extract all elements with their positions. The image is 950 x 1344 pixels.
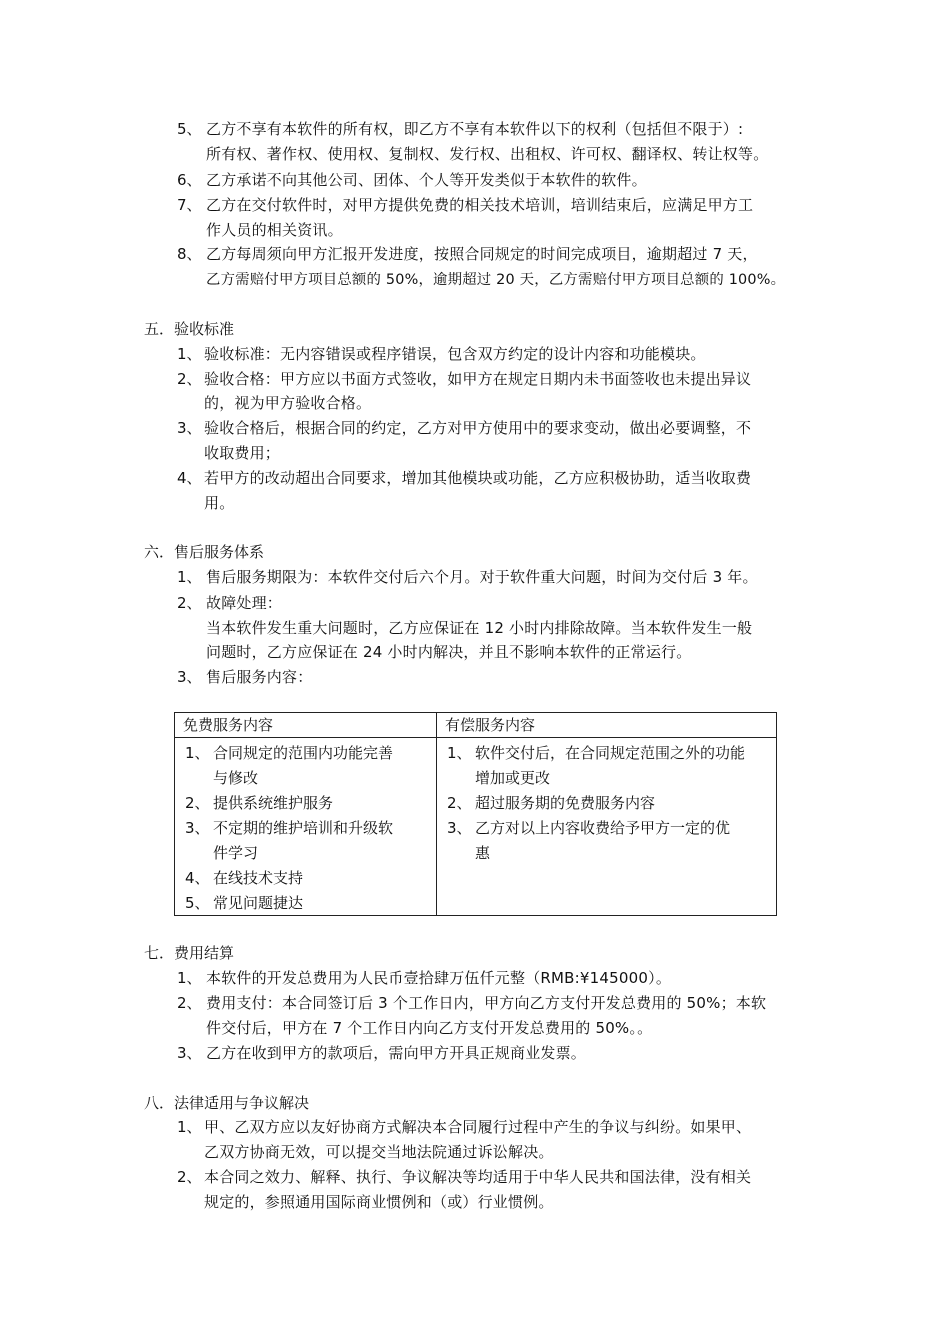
clause-number: 2、 bbox=[177, 1168, 202, 1186]
item-text: 软件交付后，在合同规定范围之外的功能 bbox=[475, 744, 746, 762]
clause-number: 8、 bbox=[177, 245, 202, 263]
paid-service-cell bbox=[437, 738, 777, 916]
item-text: 件学习 bbox=[213, 844, 259, 862]
item-number: 2、 bbox=[185, 794, 210, 812]
item-text: 常见问题捷达 bbox=[213, 894, 304, 912]
item-number: 1、 bbox=[447, 744, 472, 762]
clause-text-line: 乙方需赔付甲方项目总额的 50%，逾期超过 20 天，乙方需赔付甲方项目总额的 100%。 bbox=[206, 272, 786, 288]
free-service-item-cont bbox=[183, 840, 428, 865]
clause-text-line: 若甲方的改动超出合同要求，增加其他模块或功能，乙方应积极协助，适当收取费 bbox=[204, 469, 752, 487]
clause-text-line: 用。 bbox=[204, 494, 235, 512]
clause-text-line: 乙方每周须向甲方汇报开发进度，按照合同规定的时间完成项目，逾期超过 7 天， bbox=[206, 245, 758, 263]
clause-number: 1、 bbox=[177, 1118, 202, 1136]
section-6-heading: 六．售后服务体系 bbox=[144, 543, 265, 561]
clause-text-line: 的，视为甲方验收合格。 bbox=[204, 394, 372, 412]
free-service-header: 免费服务内容 bbox=[175, 713, 437, 738]
free-service-item bbox=[183, 815, 428, 840]
clause-text-line: 验收合格后，根据合同的约定，乙方对甲方使用中的要求变动，做出必要调整，不 bbox=[204, 419, 752, 437]
clause-number: 1、 bbox=[177, 969, 202, 987]
item-number: 1、 bbox=[185, 744, 210, 762]
item-number: 3、 bbox=[185, 819, 210, 837]
clause-number: 1、 bbox=[177, 345, 202, 363]
clause-text-line: 当本软件发生重大问题时，乙方应保证在 12 小时内排除故障。当本软件发生一般 bbox=[206, 619, 753, 637]
item-text: 与修改 bbox=[213, 769, 259, 787]
clause-text-line: 本软件的开发总费用为人民币壹拾肆万伍仟元整（RMB:¥145000）。 bbox=[206, 969, 672, 987]
clause-number: 2、 bbox=[177, 370, 202, 388]
item-text: 在线技术支持 bbox=[213, 869, 304, 887]
paid-service-item-cont bbox=[445, 840, 768, 865]
item-text: 合同规定的范围内功能完善 bbox=[213, 744, 394, 762]
free-service-item bbox=[183, 865, 428, 890]
clause-text-line: 乙方不享有本软件的所有权，即乙方不享有本软件以下的权利（包括但不限于）: bbox=[206, 120, 744, 138]
clause-text-line: 故障处理： bbox=[206, 594, 283, 612]
clause-text-line: 费用支付：本合同签订后 3 个工作日内，甲方向乙方支付开发总费用的 50%；本软 bbox=[206, 994, 767, 1012]
clause-number: 3、 bbox=[177, 419, 202, 437]
clause-number: 2、 bbox=[177, 594, 202, 612]
free-service-item-cont bbox=[183, 765, 428, 790]
clause-number: 2、 bbox=[177, 994, 202, 1012]
item-number: 4、 bbox=[185, 869, 210, 887]
clause-number: 5、 bbox=[177, 120, 202, 138]
item-text: 增加或更改 bbox=[475, 769, 551, 787]
section-7-heading: 七．费用结算 bbox=[144, 944, 235, 962]
free-service-cell bbox=[175, 738, 437, 916]
clause-text-line: 问题时，乙方应保证在 24 小时内解决，并且不影响本软件的正常运行。 bbox=[206, 643, 692, 661]
paid-service-item bbox=[445, 740, 768, 765]
paid-service-item bbox=[445, 790, 768, 815]
item-text: 惠 bbox=[475, 844, 491, 862]
item-text: 不定期的维护培训和升级软 bbox=[213, 819, 394, 837]
clause-number: 3、 bbox=[177, 668, 202, 686]
paid-service-item bbox=[445, 815, 768, 840]
free-service-item bbox=[183, 740, 428, 765]
clause-text-line: 甲、乙双方应以友好协商方式解决本合同履行过程中产生的争议与纠纷。如果甲、 bbox=[204, 1118, 752, 1136]
clause-text-line: 收取费用； bbox=[204, 444, 281, 462]
clause-text-line: 本合同之效力、解释、执行、争议解决等均适用于中华人民共和国法律，没有相关 bbox=[204, 1168, 752, 1186]
paid-service-header: 有偿服务内容 bbox=[437, 713, 777, 738]
clause-text-line: 件交付后，甲方在 7 个工作日内向乙方支付开发总费用的 50%。。 bbox=[206, 1019, 653, 1037]
item-text: 超过服务期的免费服务内容 bbox=[475, 794, 656, 812]
clause-number: 4、 bbox=[177, 469, 202, 487]
clause-number: 6、 bbox=[177, 171, 202, 189]
paid-service-item-cont bbox=[445, 765, 768, 790]
clause-text-line: 乙方在交付软件时，对甲方提供免费的相关技术培训，培训结束后，应满足甲方工 bbox=[206, 196, 754, 214]
free-service-item bbox=[183, 890, 428, 915]
clause-number: 1、 bbox=[177, 568, 202, 586]
section-5-heading: 五．验收标准 bbox=[144, 320, 235, 338]
clause-text-line: 乙方在收到甲方的款项后，需向甲方开具正规商业发票。 bbox=[206, 1044, 587, 1062]
item-number: 3、 bbox=[447, 819, 472, 837]
item-number: 2、 bbox=[447, 794, 472, 812]
item-text: 乙方对以上内容收费给予甲方一定的优 bbox=[475, 819, 731, 837]
clause-text-line: 作人员的相关资讯。 bbox=[206, 221, 343, 239]
item-text: 提供系统维护服务 bbox=[213, 794, 334, 812]
clause-number: 3、 bbox=[177, 1044, 202, 1062]
section-8-heading: 八．法律适用与争议解决 bbox=[144, 1094, 310, 1112]
clause-text-line: 验收标准：无内容错误或程序错误，包含双方约定的设计内容和功能模块。 bbox=[204, 345, 706, 363]
item-number: 5、 bbox=[185, 894, 210, 912]
clause-text-line: 验收合格：甲方应以书面方式签收，如甲方在规定日期内未书面签收也未提出异议 bbox=[204, 370, 752, 388]
clause-text-line: 规定的，参照通用国际商业惯例和（或）行业惯例。 bbox=[204, 1193, 554, 1211]
clause-text-line: 售后服务期限为：本软件交付后六个月。对于软件重大问题，时间为交付后 3 年。 bbox=[206, 568, 758, 586]
clause-number: 7、 bbox=[177, 196, 202, 214]
free-service-item bbox=[183, 790, 428, 815]
clause-text-line: 乙双方协商无效，可以提交当地法院通过诉讼解决。 bbox=[204, 1143, 554, 1161]
clause-text-line: 所有权、著作权、使用权、复制权、发行权、出租权、许可权、翻译权、转让权等。 bbox=[206, 145, 769, 163]
clause-text-line: 售后服务内容： bbox=[206, 668, 313, 686]
clause-text-line: 乙方承诺不向其他公司、团体、个人等开发类似于本软件的软件。 bbox=[206, 171, 647, 189]
service-content-table bbox=[174, 712, 777, 916]
